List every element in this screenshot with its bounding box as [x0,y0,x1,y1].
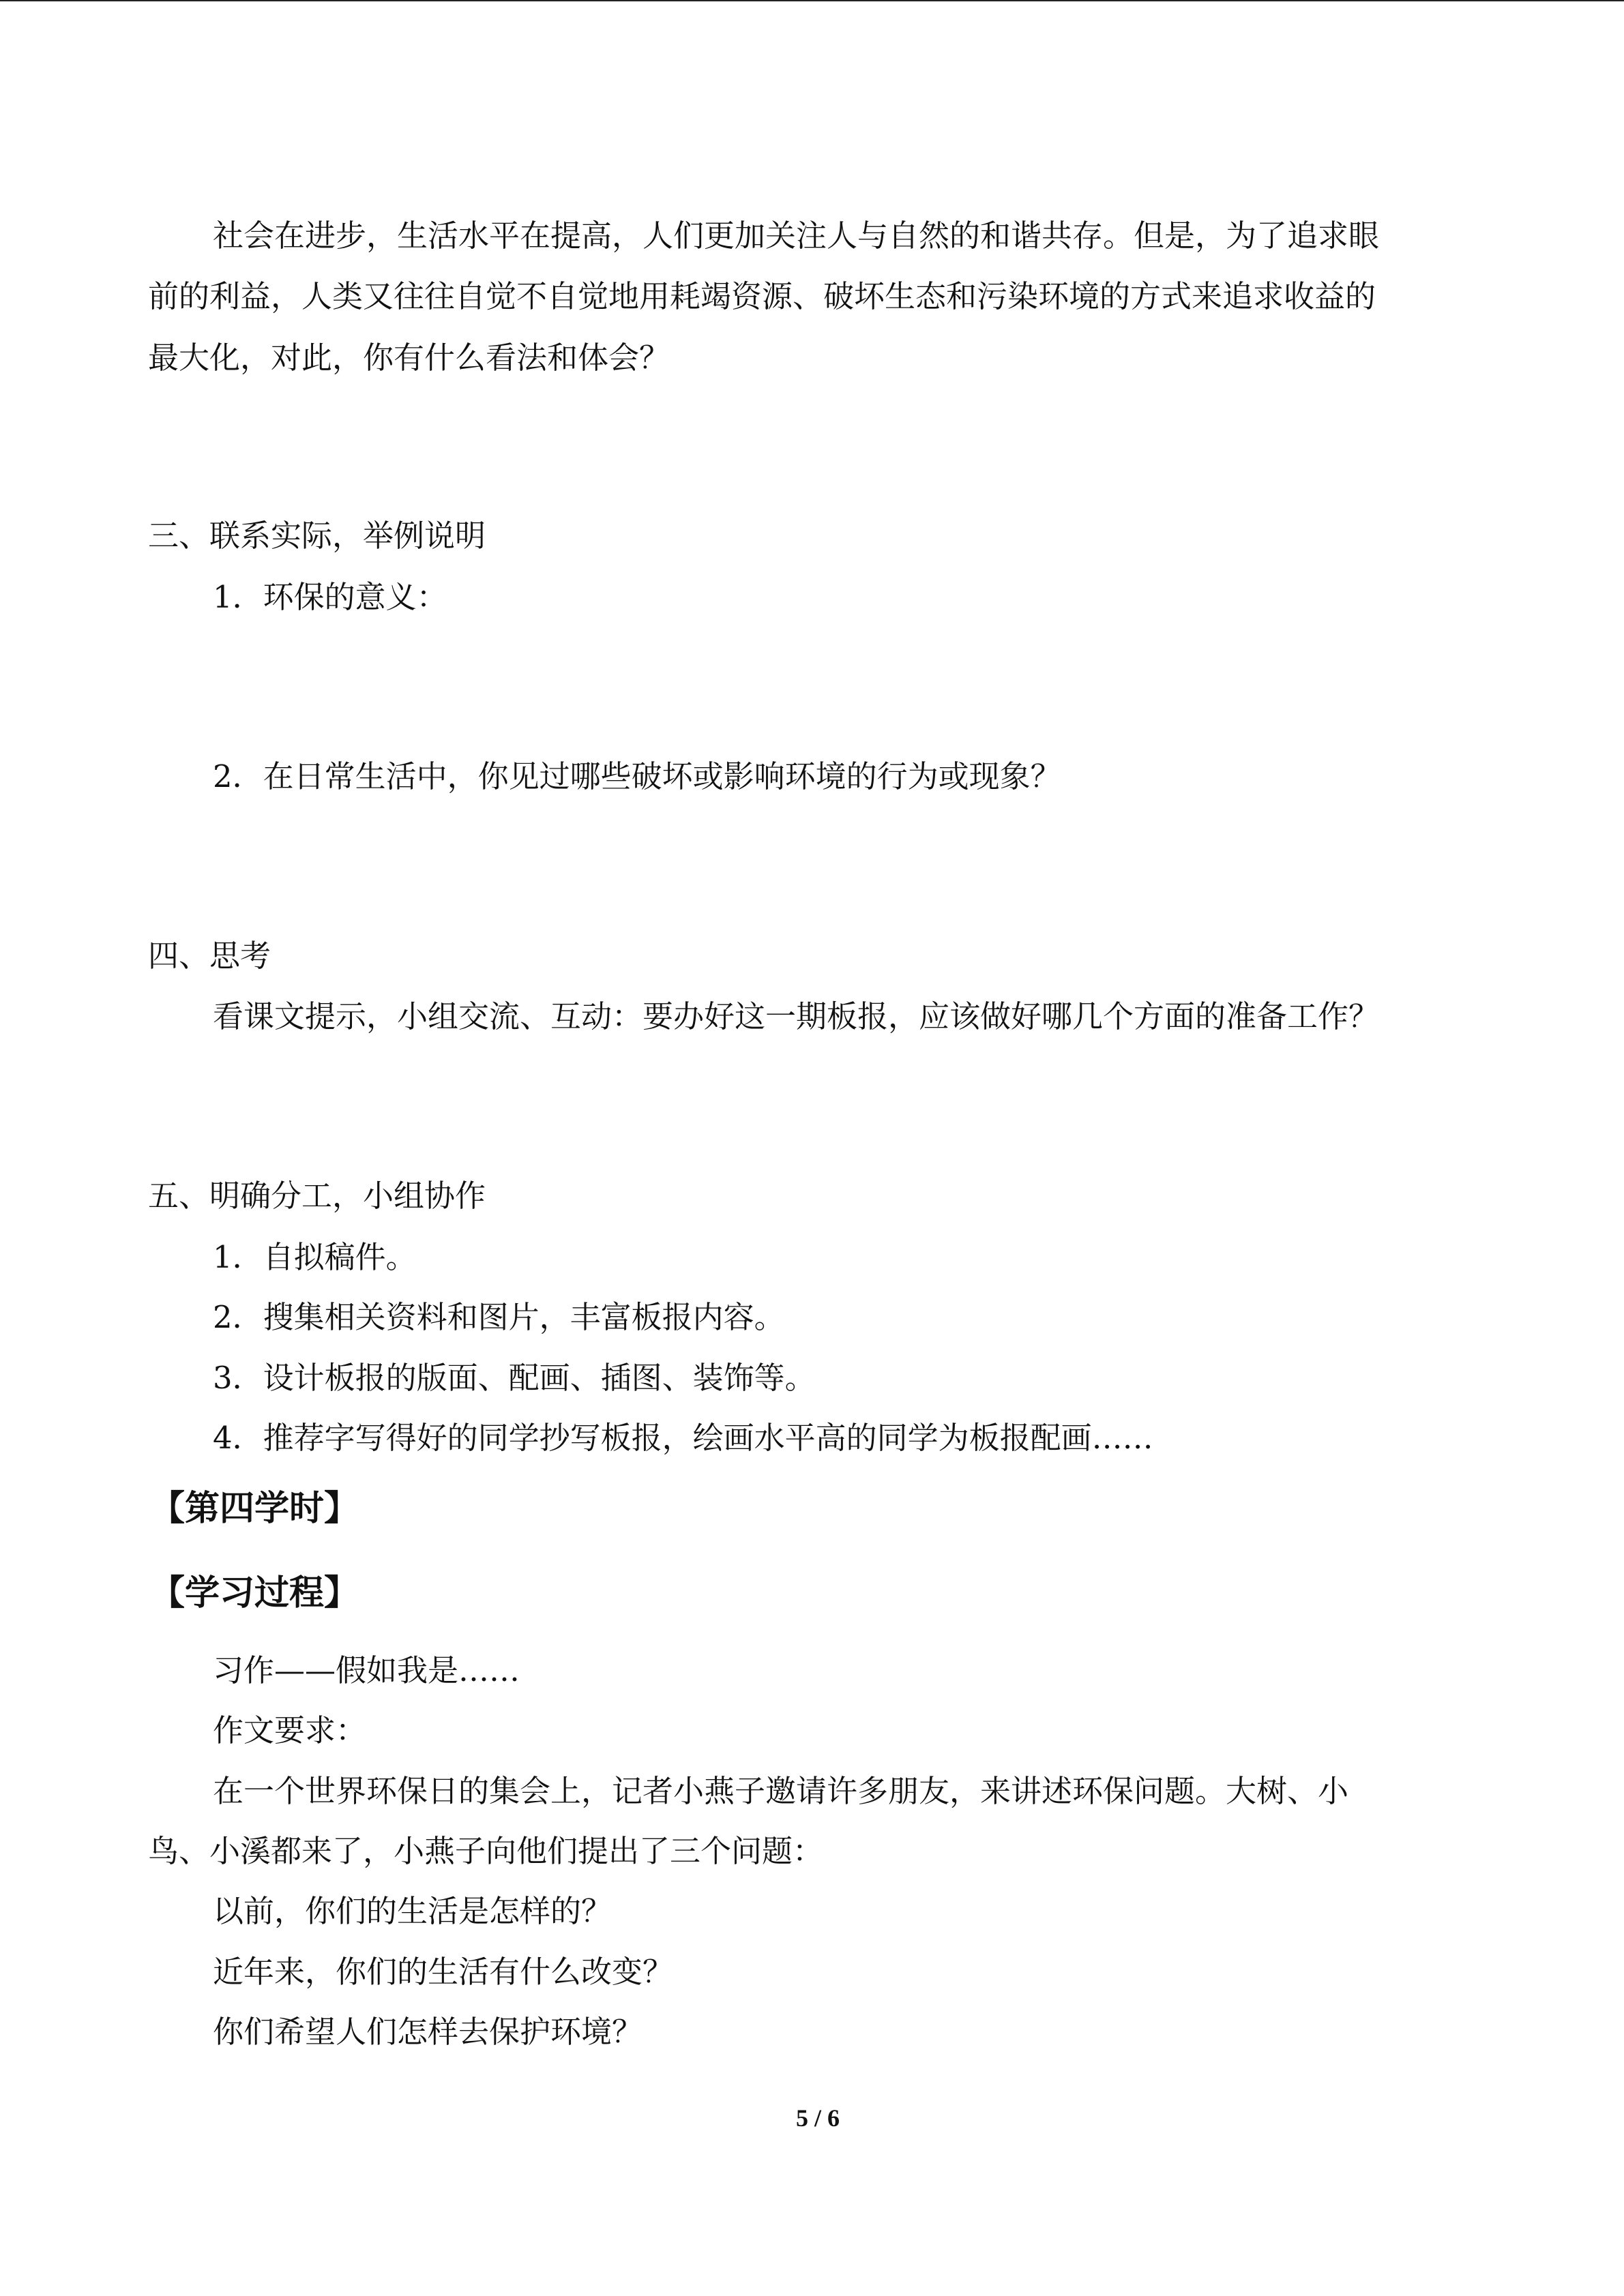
heading-lesson: 【第四学时】 [150,1489,359,1529]
writing-paragraph-line-1: 在一个世界环保日的集会上，记者小燕子邀请许多朋友，来讲述环保问题。大树、小 [213,1773,1349,1809]
writing-title: 习作——假如我是…… [213,1652,520,1688]
intro-paragraph-line-2: 前的利益，人类又往往自觉不自觉地用耗竭资源、破坏生态和污染环境的方式来追求收益的 [148,278,1376,314]
page-number: 5 / 6 [796,2104,840,2132]
writing-question-1: 以前，你们的生活是怎样的？ [213,1893,612,1929]
section-5-item-1: 1．自拟稿件。 [213,1239,417,1275]
section-3-item-2: 2．在日常生活中，你见过哪些破坏或影响环境的行为或现象？ [213,758,1061,794]
writing-question-2: 近年来，你们的生活有什么改变？ [213,1954,674,1990]
section-3-title: 三、联系实际，举例说明 [148,518,486,554]
intro-paragraph-line-1: 社会在进步，生活水平在提高，人们更加关注人与自然的和谐共存。但是，为了追求眼 [213,218,1380,254]
writing-question-3: 你们希望人们怎样去保护环境？ [213,2014,643,2050]
section-5-title: 五、明确分工，小组协作 [148,1178,486,1214]
heading-process: 【学习过程】 [150,1573,359,1613]
section-4-title: 四、思考 [148,938,271,974]
writing-requirement-label: 作文要求： [213,1712,367,1748]
section-4-text: 看课文提示，小组交流、互动：要办好这一期板报，应该做好哪几个方面的准备工作？ [213,998,1380,1034]
section-5-item-3: 3．设计板报的版面、配画、插图、装饰等。 [213,1360,816,1396]
section-5-item-4: 4．推荐字写得好的同学抄写板报，绘画水平高的同学为板报配画…… [213,1420,1153,1456]
section-5-item-2: 2．搜集相关资料和图片，丰富板报内容。 [213,1299,785,1335]
intro-paragraph-line-3: 最大化，对此，你有什么看法和体会？ [148,340,670,376]
section-3-item-1: 1．环保的意义： [213,579,447,615]
writing-paragraph-line-2: 鸟、小溪都来了，小燕子向他们提出了三个问题： [148,1833,824,1869]
